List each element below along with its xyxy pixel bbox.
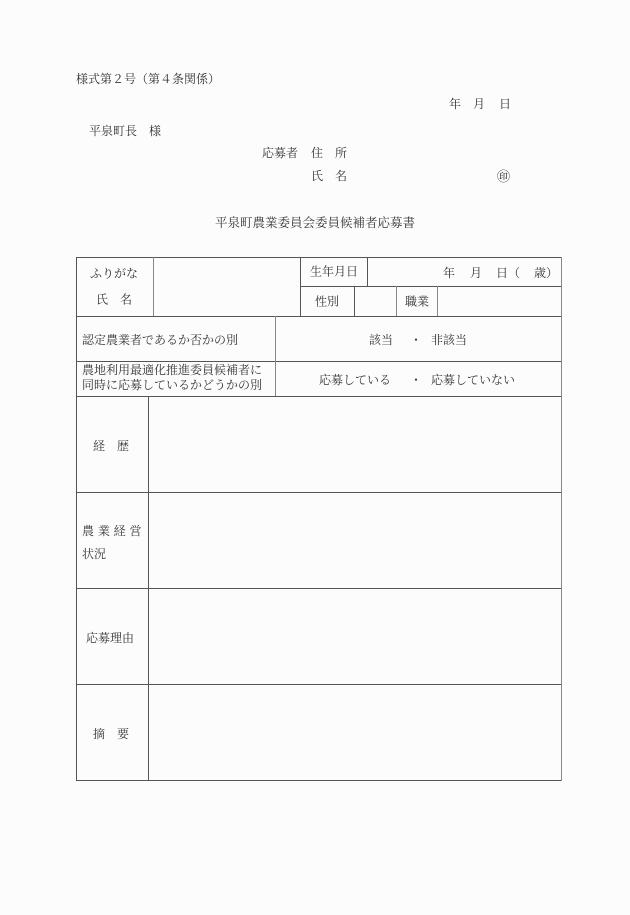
summary-input-area[interactable]: [149, 685, 561, 780]
name-label: 氏 名: [311, 169, 348, 183]
seal-mark: ㊞: [497, 170, 511, 185]
furigana-label: ふりがな: [89, 266, 139, 281]
farm-status-label-line2: 状況: [82, 547, 107, 561]
date-day-label: 日: [499, 97, 512, 111]
promotion-separator: ・: [410, 373, 423, 387]
promotion-option-no[interactable]: 応募していない: [431, 373, 516, 387]
promotion-label-line2: 同時に応募しているかどうかの別: [82, 378, 263, 392]
address-label: 住 所: [311, 146, 348, 160]
reason-input-area[interactable]: [149, 589, 561, 684]
career-label: 経 歴: [93, 439, 130, 453]
date-month-label: 月: [473, 97, 486, 111]
age-label: 歳）: [534, 266, 559, 280]
table-border-right: [561, 257, 562, 781]
applicant-name-label: 氏 名: [95, 292, 133, 307]
applicant-label: 応募者: [262, 146, 299, 160]
reason-label: 応募理由: [86, 631, 135, 645]
name-input-area[interactable]: [154, 258, 299, 316]
birthdate-label: 生年月日: [309, 264, 359, 279]
sex-input-area[interactable]: [355, 287, 395, 316]
col-divider: [275, 316, 276, 396]
row-divider: [76, 316, 562, 317]
sex-label: 性別: [314, 294, 340, 309]
occupation-label: 職業: [404, 294, 430, 309]
birth-month-label: 月: [470, 266, 483, 280]
certified-farmer-label: 認定農業者であるか否かの別: [82, 333, 239, 347]
birthdate-input-area[interactable]: [368, 258, 561, 286]
promotion-label-line1: 農地利用最適化推進委員候補者に: [82, 363, 263, 377]
occupation-input-area[interactable]: [438, 287, 561, 316]
form-number: 様式第２号（第４条関係）: [76, 72, 221, 86]
table-border-bottom: [76, 780, 562, 781]
birth-day-label: 日（: [496, 266, 521, 280]
certified-farmer-separator: ・: [410, 333, 423, 347]
birth-year-label: 年: [443, 266, 456, 280]
summary-label: 摘 要: [93, 727, 130, 741]
farm-status-label-line1: 農 業 経 営: [82, 524, 142, 538]
farm-status-input-area[interactable]: [149, 493, 561, 588]
certified-farmer-option-yes[interactable]: 該当: [369, 333, 394, 347]
col-divider: [300, 257, 301, 316]
career-input-area[interactable]: [149, 397, 561, 492]
row-divider: [76, 361, 562, 362]
table-border-left: [76, 257, 77, 781]
col-divider: [396, 286, 397, 316]
document-title: 平泉町農業委員会委員候補者応募書: [215, 215, 416, 230]
certified-farmer-option-no[interactable]: 非該当: [431, 333, 468, 347]
promotion-option-yes[interactable]: 応募している: [319, 373, 392, 387]
date-year-label: 年: [449, 97, 462, 111]
addressee: 平泉町長 様: [89, 124, 162, 138]
